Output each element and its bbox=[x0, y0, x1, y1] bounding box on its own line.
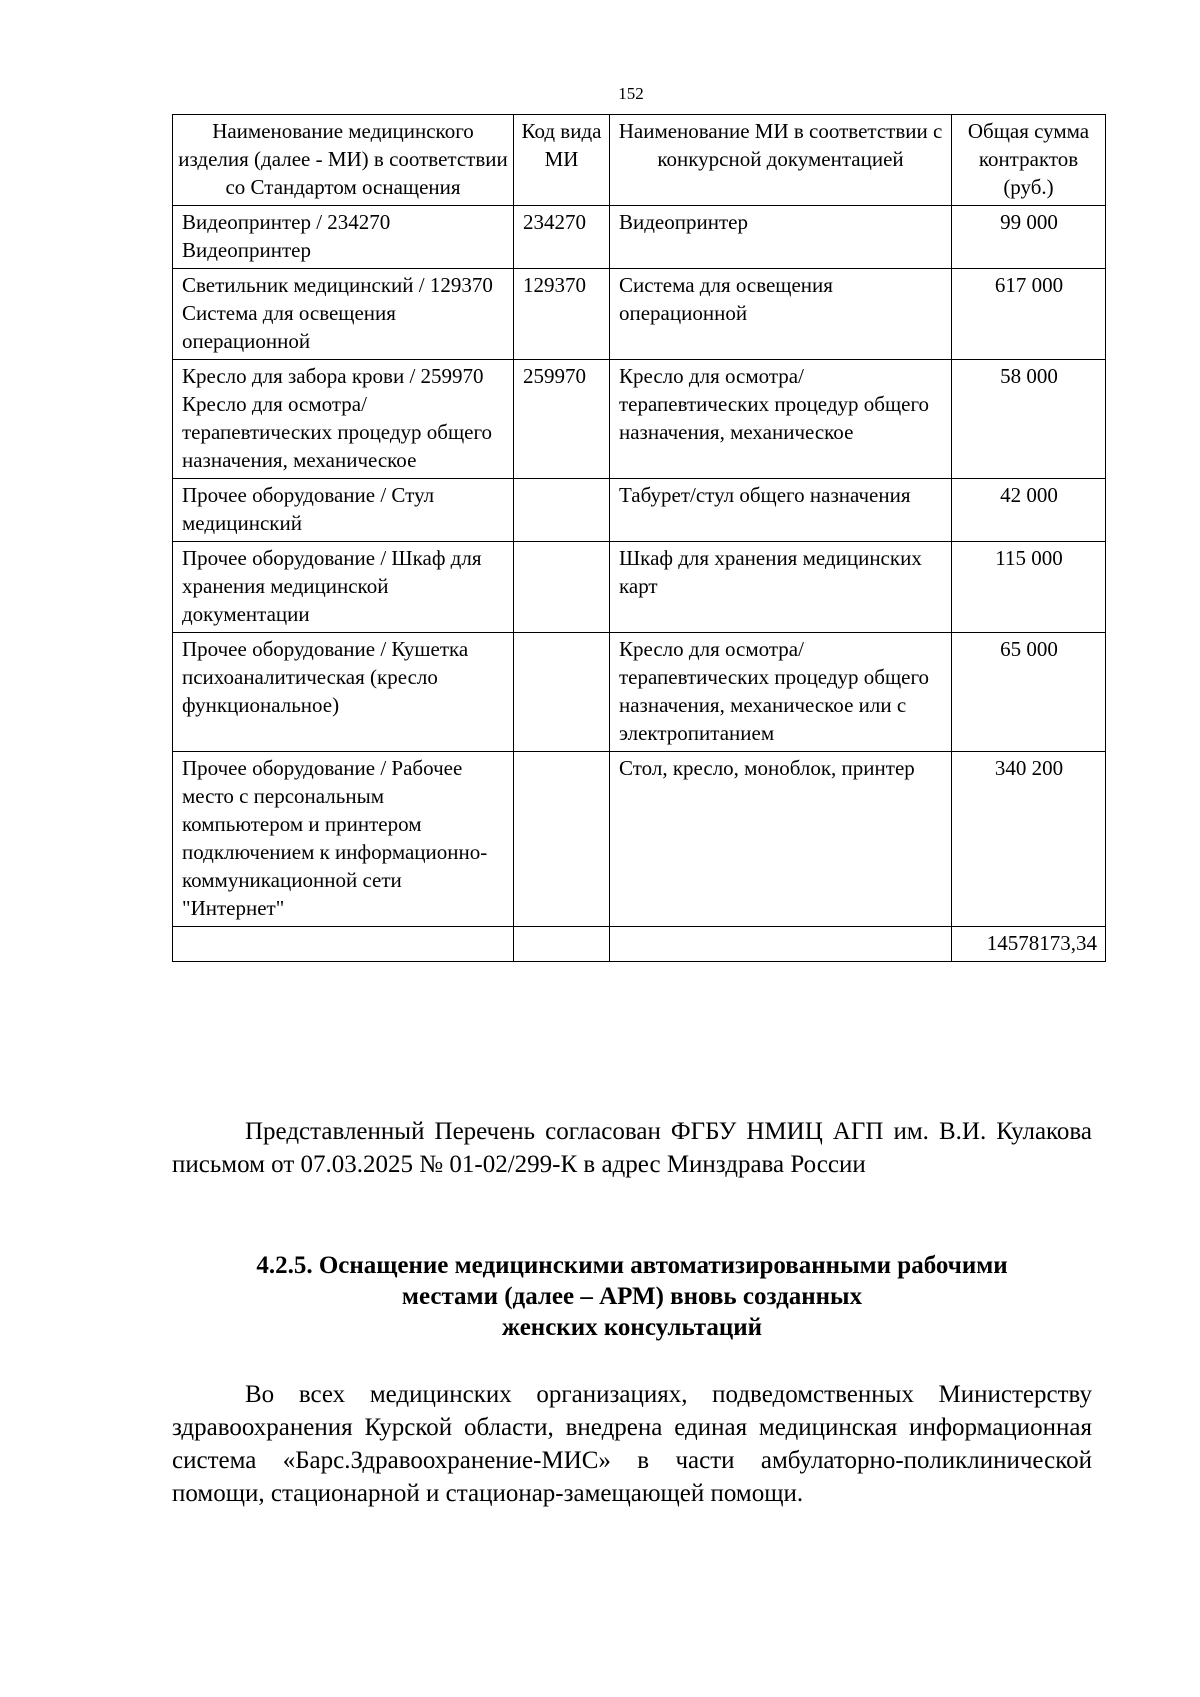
cell-standard-name: Кресло для забора крови / 259970 Кресло для осмотра/терапевтических процедур общего назначения, механическое bbox=[173, 360, 514, 479]
cell-code bbox=[514, 633, 610, 752]
section-heading-line: 4.2.5. Оснащение медицинскими автоматизированными рабочими bbox=[256, 1252, 1008, 1279]
cell-tender-name: Система для освещения операционной bbox=[610, 269, 952, 360]
header-tender-name: Наименование МИ в соответствии с конкурсной документацией bbox=[610, 115, 952, 206]
table-row bbox=[173, 752, 1106, 927]
table-row bbox=[173, 206, 1106, 269]
cell-standard-name: Прочее оборудование / Стул медицинский bbox=[173, 479, 514, 542]
body-paragraph: Во всех медицинских организациях, подведомственных Министерству здравоохранения Курской области, внедрена единая медицинская информационная система «Барс.Здравоохранение-МИС» в части амбулаторно-поликлинической помощи, стационарной и стационар-замещающей помощи. bbox=[172, 1381, 1092, 1507]
cell-sum: 99 000 bbox=[952, 206, 1106, 269]
table-row bbox=[173, 360, 1106, 479]
cell-tender-name: Кресло для осмотра/терапевтических процедур общего назначения, механическое или с электропитанием bbox=[610, 633, 952, 752]
section-heading-line: женских консультаций bbox=[501, 1314, 763, 1341]
table-total-row bbox=[173, 927, 1106, 962]
cell-standard-name: Прочее оборудование / Шкаф для хранения медицинской документации bbox=[173, 542, 514, 633]
cell-empty bbox=[173, 927, 514, 962]
table-header-row bbox=[173, 115, 1106, 206]
cell-sum: 115 000 bbox=[952, 542, 1106, 633]
table-row bbox=[173, 269, 1106, 360]
cell-code bbox=[514, 542, 610, 633]
cell-empty bbox=[514, 927, 610, 962]
cell-code bbox=[514, 479, 610, 542]
cell-tender-name: Табурет/стул общего назначения bbox=[610, 479, 952, 542]
equipment-table bbox=[172, 114, 1106, 962]
cell-standard-name: Видеопринтер / 234270 Видеопринтер bbox=[173, 206, 514, 269]
cell-standard-name: Светильник медицинский / 129370 Система для освещения операционной bbox=[173, 269, 514, 360]
header-code: Код вида МИ bbox=[514, 115, 610, 206]
cell-code: 129370 bbox=[514, 269, 610, 360]
cell-code: 259970 bbox=[514, 360, 610, 479]
cell-tender-name: Видеопринтер bbox=[610, 206, 952, 269]
cell-tender-name: Стол, кресло, моноблок, принтер bbox=[610, 752, 952, 927]
cell-tender-name: Кресло для осмотра/терапевтических процедур общего назначения, механическое bbox=[610, 360, 952, 479]
cell-code: 234270 bbox=[514, 206, 610, 269]
table-row bbox=[173, 633, 1106, 752]
cell-code bbox=[514, 752, 610, 927]
section-heading bbox=[172, 1250, 1092, 1343]
section-heading-line: местами (далее – АРМ) вновь созданных bbox=[401, 1283, 863, 1310]
table-row bbox=[173, 542, 1106, 633]
table-row bbox=[173, 479, 1106, 542]
cell-standard-name: Прочее оборудование / Рабочее место с персональным компьютером и принтером подключением к информационно-коммуникационной сети "Интернет" bbox=[173, 752, 514, 927]
cell-total-sum: 14578173,34 bbox=[952, 927, 1106, 962]
cell-sum: 42 000 bbox=[952, 479, 1106, 542]
approval-paragraph: Представленный Перечень согласован ФГБУ НМИЦ АГП им. В.И. Кулакова письмом от 07.03.2025 № 01-02/299-К в адрес Минздрава России bbox=[172, 1118, 1092, 1178]
header-sum: Общая сумма контрактов (руб.) bbox=[952, 115, 1106, 206]
header-standard-name: Наименование медицинского изделия (далее - МИ) в соответствии со Стандартом оснащения bbox=[173, 115, 514, 206]
cell-sum: 65 000 bbox=[952, 633, 1106, 752]
cell-standard-name: Прочее оборудование / Кушетка психоаналитическая (кресло функциональное) bbox=[173, 633, 514, 752]
cell-tender-name: Шкаф для хранения медицинских карт bbox=[610, 542, 952, 633]
page-number: 152 bbox=[618, 84, 644, 103]
cell-sum: 340 200 bbox=[952, 752, 1106, 927]
cell-empty bbox=[610, 927, 952, 962]
cell-sum: 58 000 bbox=[952, 360, 1106, 479]
cell-sum: 617 000 bbox=[952, 269, 1106, 360]
